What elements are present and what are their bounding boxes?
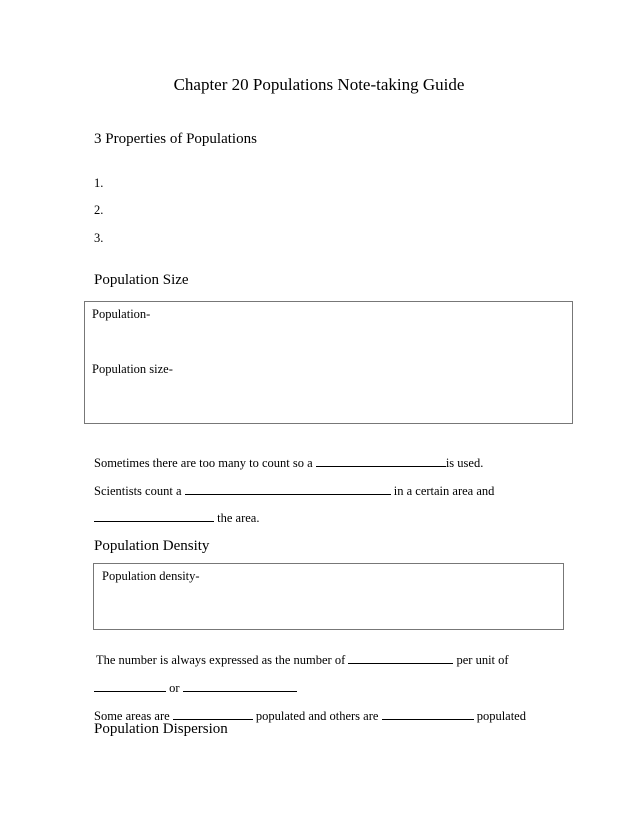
population-size-heading: Population Size	[94, 272, 189, 288]
populated-start: Some areas are	[94, 709, 170, 723]
blank-line	[183, 679, 297, 692]
properties-heading: 3 Properties of Populations	[94, 131, 257, 147]
count-sentence	[94, 482, 494, 499]
population-density-heading: Population Density	[94, 538, 210, 554]
population-density-box	[93, 563, 564, 630]
page-title: Chapter 20 Populations Note-taking Guide	[173, 75, 465, 94]
property-item-1: 1.	[94, 176, 104, 190]
blank-line	[348, 651, 453, 664]
populated-middle: populated and others are	[255, 709, 379, 723]
population-density-label: Population density-	[102, 569, 200, 583]
sampling-sentence	[94, 454, 483, 471]
density-expression-end: per unit of	[456, 653, 509, 667]
unit-sentence	[94, 679, 297, 696]
property-item-2: 2.	[94, 203, 104, 217]
area-sentence	[94, 509, 259, 526]
population-dispersion-heading: Population Dispersion	[94, 721, 228, 737]
population-label: Population-	[92, 307, 151, 321]
unit-or: or	[169, 681, 180, 695]
count-sentence-start: Scientists count a	[94, 484, 182, 498]
area-sentence-end: the area.	[217, 511, 260, 525]
property-item-3: 3.	[94, 231, 104, 245]
blank-line	[94, 679, 166, 692]
blank-line	[185, 482, 391, 495]
populated-end: populated	[476, 709, 526, 723]
density-expression-start: The number is always expressed as the number of	[96, 653, 346, 667]
sampling-sentence-end: is used.	[445, 456, 484, 470]
density-expression-sentence	[96, 651, 509, 668]
blank-line	[173, 707, 253, 720]
population-size-label: Population size-	[92, 362, 173, 376]
blank-line	[316, 454, 446, 467]
sampling-sentence-start: Sometimes there are too many to count so a	[94, 456, 313, 470]
count-sentence-end: in a certain area and	[393, 484, 495, 498]
blank-line	[382, 707, 474, 720]
blank-line	[94, 509, 214, 522]
population-size-box	[84, 301, 573, 424]
